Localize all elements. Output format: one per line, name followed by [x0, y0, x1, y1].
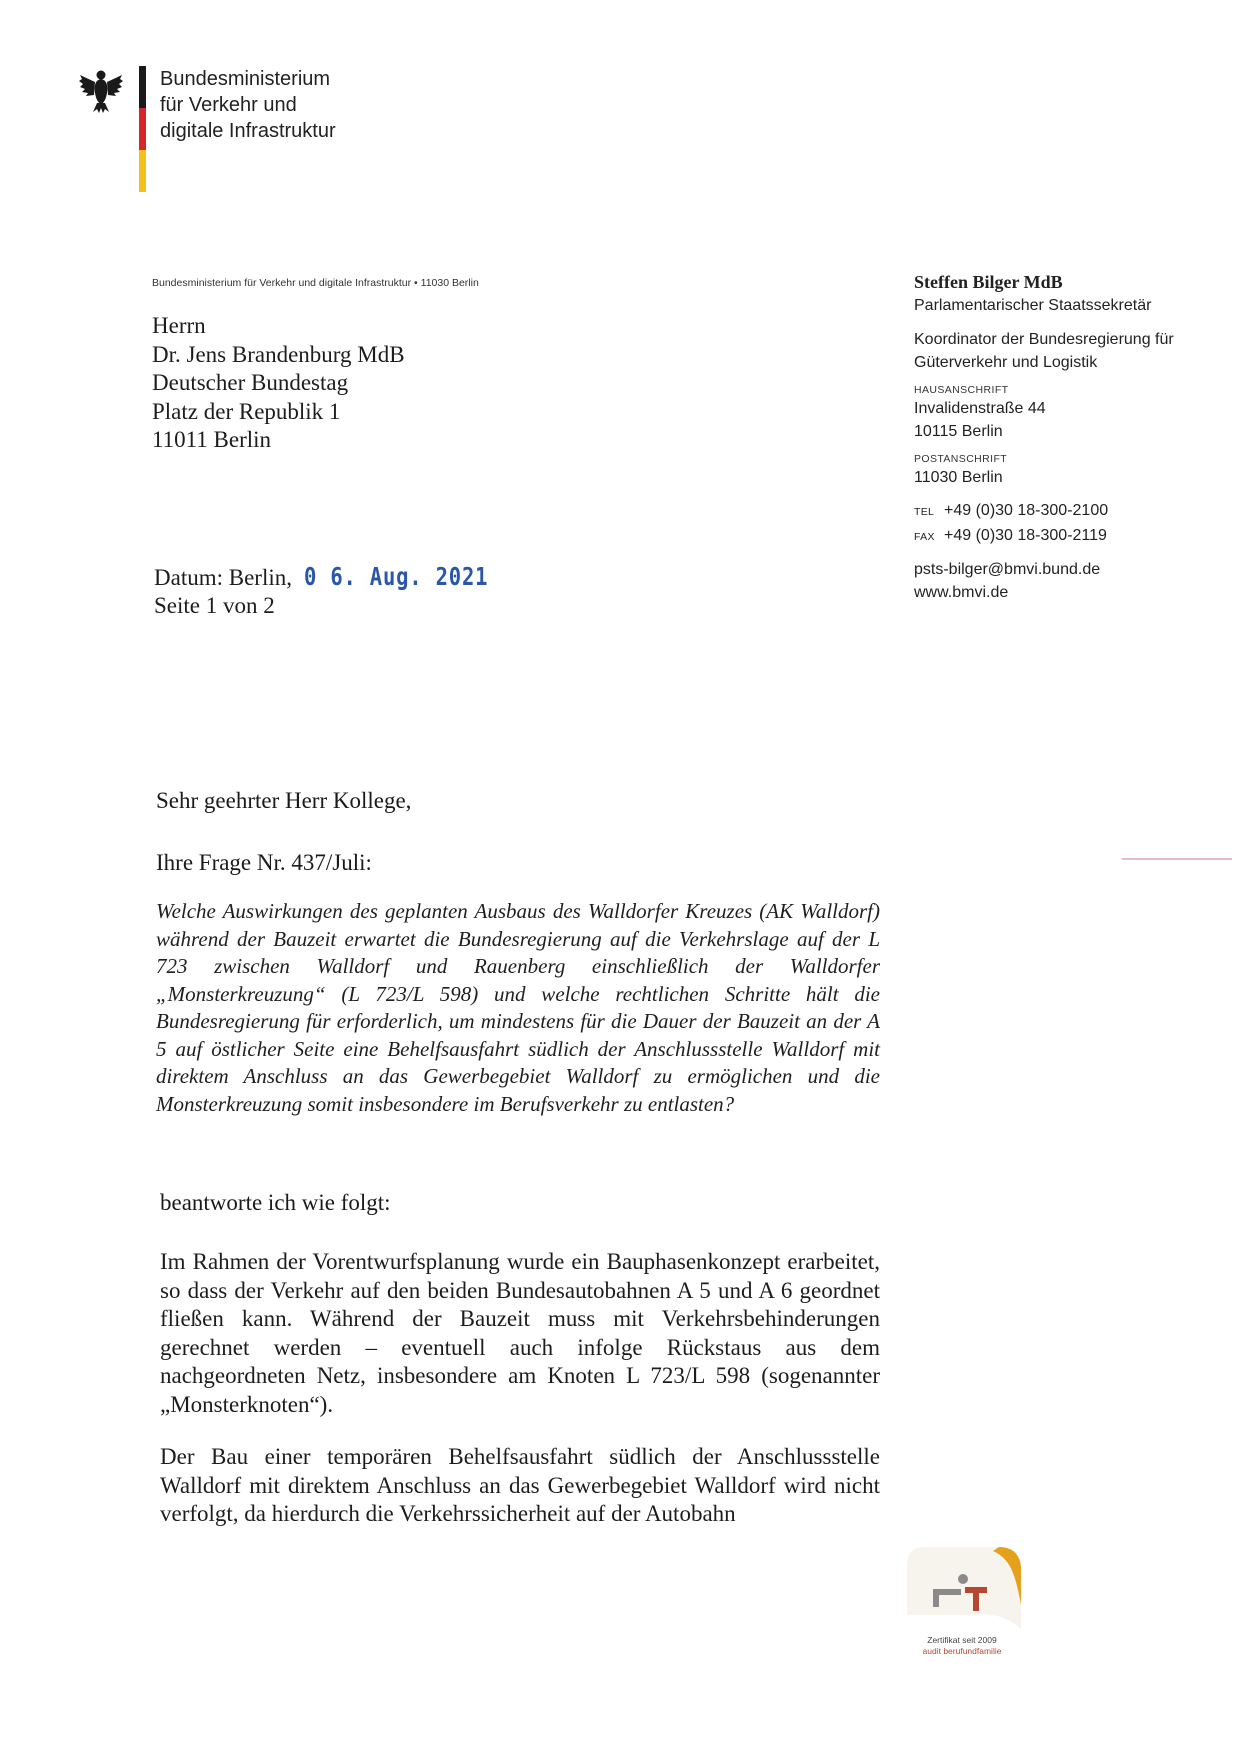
federal-flag-bar [139, 66, 146, 192]
scan-mark [1122, 858, 1232, 860]
sender-role-line: Koordinator der Bundesregierung für [914, 331, 1174, 348]
flag-stripe-black [139, 66, 146, 108]
ministry-name-line: Bundesministerium [160, 68, 331, 90]
date-stamp: 0 6. Aug. 2021 [303, 562, 489, 591]
answer-paragraph: Im Rahmen der Vorentwurfsplanung wurde ein Bauphasenkonzept erarbeitet, so dass der Verkehr auf den beiden Bundesautobahnen A 5 und A 6 geordnet fließen kann. Während der Bauzeit muss mit Verkehrsbehinderungen gerechnet werden – eventuell auch infolge Rückstaus aus dem nachgeordneten Netz, insbesondere am Knoten L 723/L 598 (sogenannter „Monsterknoten“). [160, 1249, 880, 1417]
certificate-badge [903, 1543, 1031, 1676]
flag-stripe-gold [139, 150, 146, 192]
house-address-label: HAUSANSCHRIFT [914, 384, 1009, 396]
answer-intro: beantworte ich wie folgt: [160, 1190, 391, 1215]
answer-paragraph: Der Bau einer temporären Behelfsausfahrt südlich der Anschlussstelle Walldorf mit direktem Anschluss an das Gewerbegebiet Walldorf wird nicht verfolgt, da hierdurch die Verkehrssicherheit auf der Autobahn [160, 1444, 880, 1526]
postal-address-line: 11030 Berlin [914, 469, 1003, 486]
fax-row [914, 524, 1214, 549]
salutation: Sehr geehrter Herr Kollege, [156, 788, 412, 813]
question-reference: Ihre Frage Nr. 437/Juli: [156, 850, 372, 875]
certificate-line: audit berufundfamilie [922, 1646, 1002, 1656]
sender-role-line: Güterverkehr und Logistik [914, 354, 1098, 371]
certificate-logo-icon [903, 1543, 1031, 1635]
website-link[interactable]: www.bmvi.de [914, 584, 1009, 601]
recipient-address [152, 312, 405, 455]
sender-name: Steffen Bilger MdB [914, 272, 1063, 292]
federal-eagle-icon [78, 66, 124, 114]
phone-row [914, 499, 1214, 524]
date-label: Datum: Berlin, [154, 565, 292, 590]
sender-title: Parlamentarischer Staatssekretär [914, 297, 1152, 314]
phone-number: +49 (0)30 18-300-2100 [944, 502, 1109, 519]
ministry-name [160, 66, 420, 144]
ministry-name-line: für Verkehr und [160, 94, 297, 116]
ministry-name-line: digitale Infrastruktur [160, 120, 336, 142]
flag-stripe-red [139, 108, 146, 150]
fax-label: FAX [914, 531, 935, 543]
return-address: Bundesministerium für Verkehr und digitale Infrastruktur • 11030 Berlin [152, 277, 479, 289]
recipient-line: Dr. Jens Brandenburg MdB [152, 341, 405, 367]
sender-block [914, 270, 1214, 604]
recipient-line: Platz der Republik 1 [152, 398, 341, 424]
recipient-line: 11011 Berlin [152, 427, 272, 452]
certificate-caption [903, 1635, 1021, 1657]
question-text: Welche Auswirkungen des geplanten Ausbaus des Walldorfer Kreuzes (AK Walldorf) während der Bauzeit erwartet die Bundesregierung auf die Verkehrslage auf der L 723 zwischen Walldorf und Rauenberg einschließlich der Walldorfer „Monsterkreuzung“ (L 723/L 598) und welche rechtlichen Schritte hält die Bundesregierung für erforderlich, um mindestens für die Dauer der Bauzeit an der A 5 auf östlicher Seite eine Behelfsausfahrt südlich der Anschlussstelle Walldorf mit direktem Anschluss an das Gewerbegebiet Walldorf zu ermöglichen und die Monsterkreuzung somit insbesondere im Berufsverkehr zu entlasten? [156, 899, 880, 1116]
date-block [154, 563, 529, 620]
fax-number: +49 (0)30 18-300-2119 [944, 527, 1107, 544]
phone-label: TEL [914, 506, 935, 518]
house-address-line: 10115 Berlin [914, 423, 1003, 440]
recipient-line: Herrn [152, 313, 206, 338]
postal-address-label: POSTANSCHRIFT [914, 453, 1008, 465]
email-link[interactable]: psts-bilger@bmvi.bund.de [914, 561, 1101, 578]
page-number: Seite 1 von 2 [154, 593, 275, 618]
house-address-line: Invalidenstraße 44 [914, 400, 1046, 417]
certificate-line: Zertifikat seit 2009 [927, 1635, 997, 1645]
recipient-line: Deutscher Bundestag [152, 370, 349, 395]
